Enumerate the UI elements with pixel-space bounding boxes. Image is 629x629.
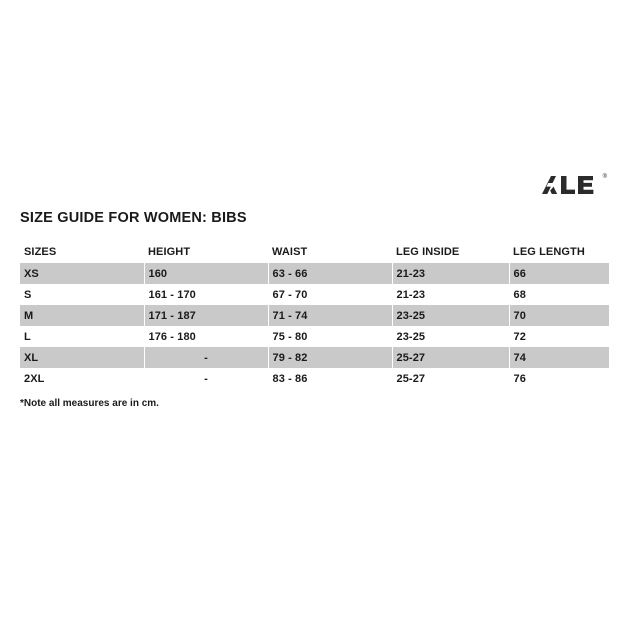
cell-height: - bbox=[144, 347, 268, 368]
cell-leg-inside: 23-25 bbox=[392, 326, 509, 347]
size-guide-table bbox=[20, 243, 609, 389]
cell-waist: 67 - 70 bbox=[268, 284, 392, 305]
cell-leg-inside: 21-23 bbox=[392, 263, 509, 284]
cell-leg-inside: 21-23 bbox=[392, 284, 509, 305]
cell-size: S bbox=[20, 284, 144, 305]
cell-leg-length: 70 bbox=[509, 305, 609, 326]
table-row bbox=[20, 326, 609, 347]
cell-size: L bbox=[20, 326, 144, 347]
cell-waist: 71 - 74 bbox=[268, 305, 392, 326]
cell-size: 2XL bbox=[20, 368, 144, 389]
cell-leg-inside: 25-27 bbox=[392, 347, 509, 368]
cell-waist: 83 - 86 bbox=[268, 368, 392, 389]
column-header-sizes: SIZES bbox=[20, 243, 144, 263]
column-header-waist: WAIST bbox=[268, 243, 392, 263]
table-header-row bbox=[20, 243, 609, 263]
ale-brand-logo bbox=[533, 172, 607, 198]
table-row bbox=[20, 368, 609, 389]
column-header-height: HEIGHT bbox=[144, 243, 268, 263]
cell-size: M bbox=[20, 305, 144, 326]
cell-height: 176 - 180 bbox=[144, 326, 268, 347]
table-row bbox=[20, 347, 609, 368]
column-header-leg-length: LEG LENGTH bbox=[509, 243, 609, 263]
table-row bbox=[20, 305, 609, 326]
cell-leg-length: 76 bbox=[509, 368, 609, 389]
cell-waist: 75 - 80 bbox=[268, 326, 392, 347]
table-row bbox=[20, 284, 609, 305]
cell-height: 161 - 170 bbox=[144, 284, 268, 305]
cell-waist: 79 - 82 bbox=[268, 347, 392, 368]
cell-leg-inside: 23-25 bbox=[392, 305, 509, 326]
cell-height: - bbox=[144, 368, 268, 389]
cell-leg-length: 66 bbox=[509, 263, 609, 284]
page-title: SIZE GUIDE FOR WOMEN: BIBS bbox=[20, 210, 247, 226]
cell-height: 160 bbox=[144, 263, 268, 284]
cell-leg-length: 68 bbox=[509, 284, 609, 305]
cell-size: XL bbox=[20, 347, 144, 368]
table-row bbox=[20, 263, 609, 284]
cell-leg-length: 74 bbox=[509, 347, 609, 368]
cell-leg-length: 72 bbox=[509, 326, 609, 347]
measurement-note: *Note all measures are in cm. bbox=[20, 398, 159, 409]
cell-height: 171 - 187 bbox=[144, 305, 268, 326]
ale-wordmark-logo-icon bbox=[540, 174, 602, 196]
cell-waist: 63 - 66 bbox=[268, 263, 392, 284]
cell-leg-inside: 25-27 bbox=[392, 368, 509, 389]
trademark-symbol: ® bbox=[602, 174, 607, 180]
cell-size: XS bbox=[20, 263, 144, 284]
column-header-leg-inside: LEG INSIDE bbox=[392, 243, 509, 263]
